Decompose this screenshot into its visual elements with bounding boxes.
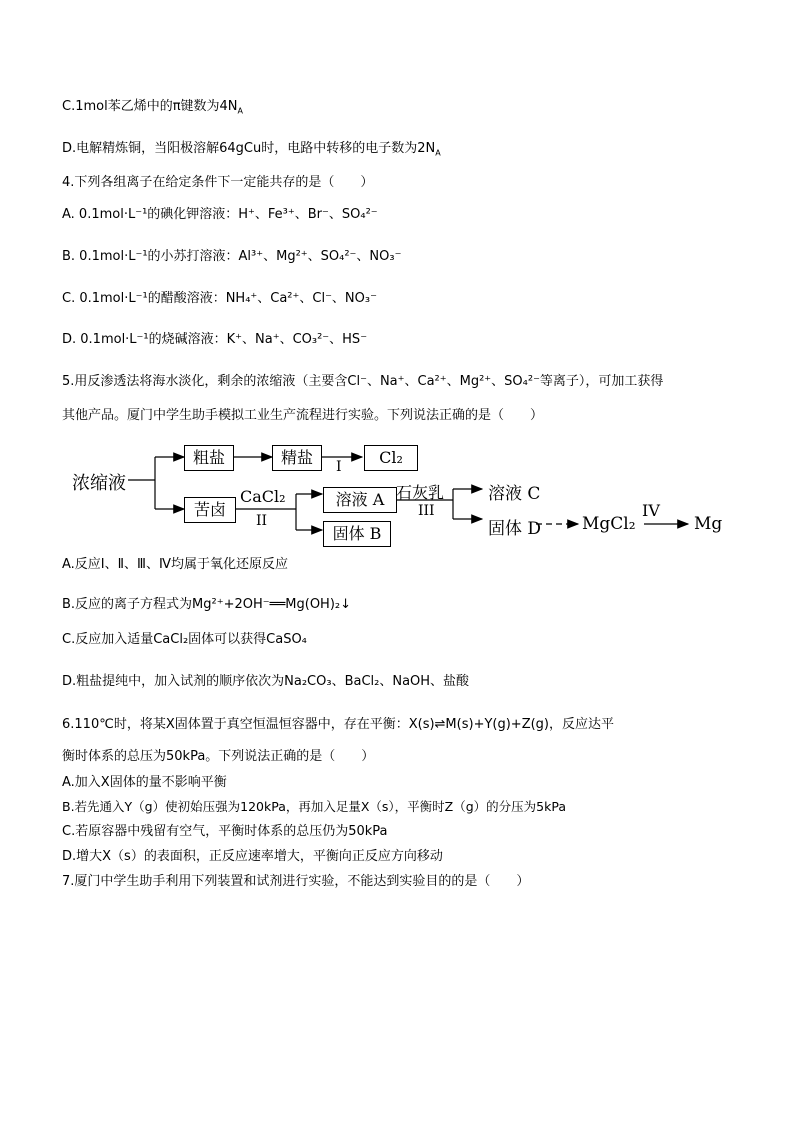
q4-option-a: A. 0.1mol·L⁻¹的碘化钾溶液：H⁺、Fe³⁺、Br⁻、SO₄²⁻ [62,207,378,222]
q4-option-d: D. 0.1mol·L⁻¹的烧碱溶液：K⁺、Na⁺、CO₃²⁻、HS⁻ [62,332,368,347]
q3-option-d-text: D.电解精炼铜，当阳极溶解64gCu时，电路中转移的电子数为2N [62,141,436,156]
q5-stem-line2: 其他产品。厦门中学生助手模拟工业生产流程进行实验。下列说法正确的是（ ） [62,408,544,423]
q3-option-c-text: C.1mol苯乙烯中的π键数为4N [62,99,238,114]
reagent-lime-milk: 石灰乳 [396,483,445,502]
box-solid-b: 固体 B [323,521,391,547]
q3-option-d-sub: A [435,148,441,158]
q3-option-d [62,140,441,158]
q4-stem: 4.下列各组离子在给定条件下一定能共存的是（ ） [62,175,374,190]
q6-option-c: C.若原容器中残留有空气，平衡时体系的总压仍为50kPa [62,824,388,839]
q5-option-c: C.反应加入适量CaCl₂固体可以获得CaSO₄ [62,632,307,647]
q4-option-c: C. 0.1mol·L⁻¹的醋酸溶液：NH₄⁺、Ca²⁺、Cl⁻、NO₃⁻ [62,291,377,306]
label-III: III [418,503,435,519]
q5-stem-line1: 5.用反渗透法将海水淡化，剩余的浓缩液（主要含Cl⁻、Na⁺、Ca²⁺、Mg²⁺、SO₄²⁻等离子），可加工获得 [62,374,664,389]
box-cl2: Cl₂ [364,445,418,471]
q4-option-b: B. 0.1mol·L⁻¹的小苏打溶液：Al³⁺、Mg²⁺、SO₄²⁻、NO₃⁻ [62,249,402,264]
q3-option-c-sub: A [237,106,244,116]
process-flow-diagram [60,437,740,555]
q3-option-c [62,98,243,116]
box-refined-salt: 精盐 [272,445,322,471]
q5-option-b: B.反应的离子方程式为Mg²⁺+2OH⁻══Mg(OH)₂↓ [62,597,352,612]
q6-option-d: D.增大X（s）的表面积，正反应速率增大，平衡向正反应方向移动 [62,849,443,864]
q6-stem-line1: 6.110℃时，将某X固体置于真空恒温恒容器中，存在平衡：X(s)⇌M(s)+Y(g)+Z(g)，反应达平 [62,717,614,732]
q7-stem: 7.厦门中学生助手利用下列装置和试剂进行实验，不能达到实验目的的是（ ） [62,874,530,889]
box-solution-a: 溶液 A [323,487,397,513]
reagent-cacl2: CaCl₂ [240,487,286,506]
q6-option-b: B.若先通入Y（g）使初始压强为120kPa，再加入足量X（s），平衡时Z（g）的分压为5kPa [62,799,567,814]
label-IV: IV [642,501,660,520]
box-bittern: 苦卤 [184,497,236,523]
flow-start: 浓缩液 [72,473,126,494]
box-crude-salt: 粗盐 [184,445,234,471]
product-mg: Mg [694,514,723,534]
label-II: II [256,513,268,529]
product-mgcl2: MgCl₂ [582,514,636,534]
q6-stem-line2: 衡时体系的总压为50kPa。下列说法正确的是（ ） [62,749,375,764]
q5-option-a: A.反应Ⅰ、Ⅱ、Ⅲ、Ⅳ均属于氧化还原反应 [62,557,288,572]
label-I: I [336,459,342,475]
q5-option-d: D.粗盐提纯中，加入试剂的顺序依次为Na₂CO₃、BaCl₂、NaOH、盐酸 [62,674,470,689]
solution-c: 溶液 C [488,484,541,504]
solid-d: 固体 D [488,519,542,539]
q6-option-a: A.加入X固体的量不影响平衡 [62,775,227,790]
